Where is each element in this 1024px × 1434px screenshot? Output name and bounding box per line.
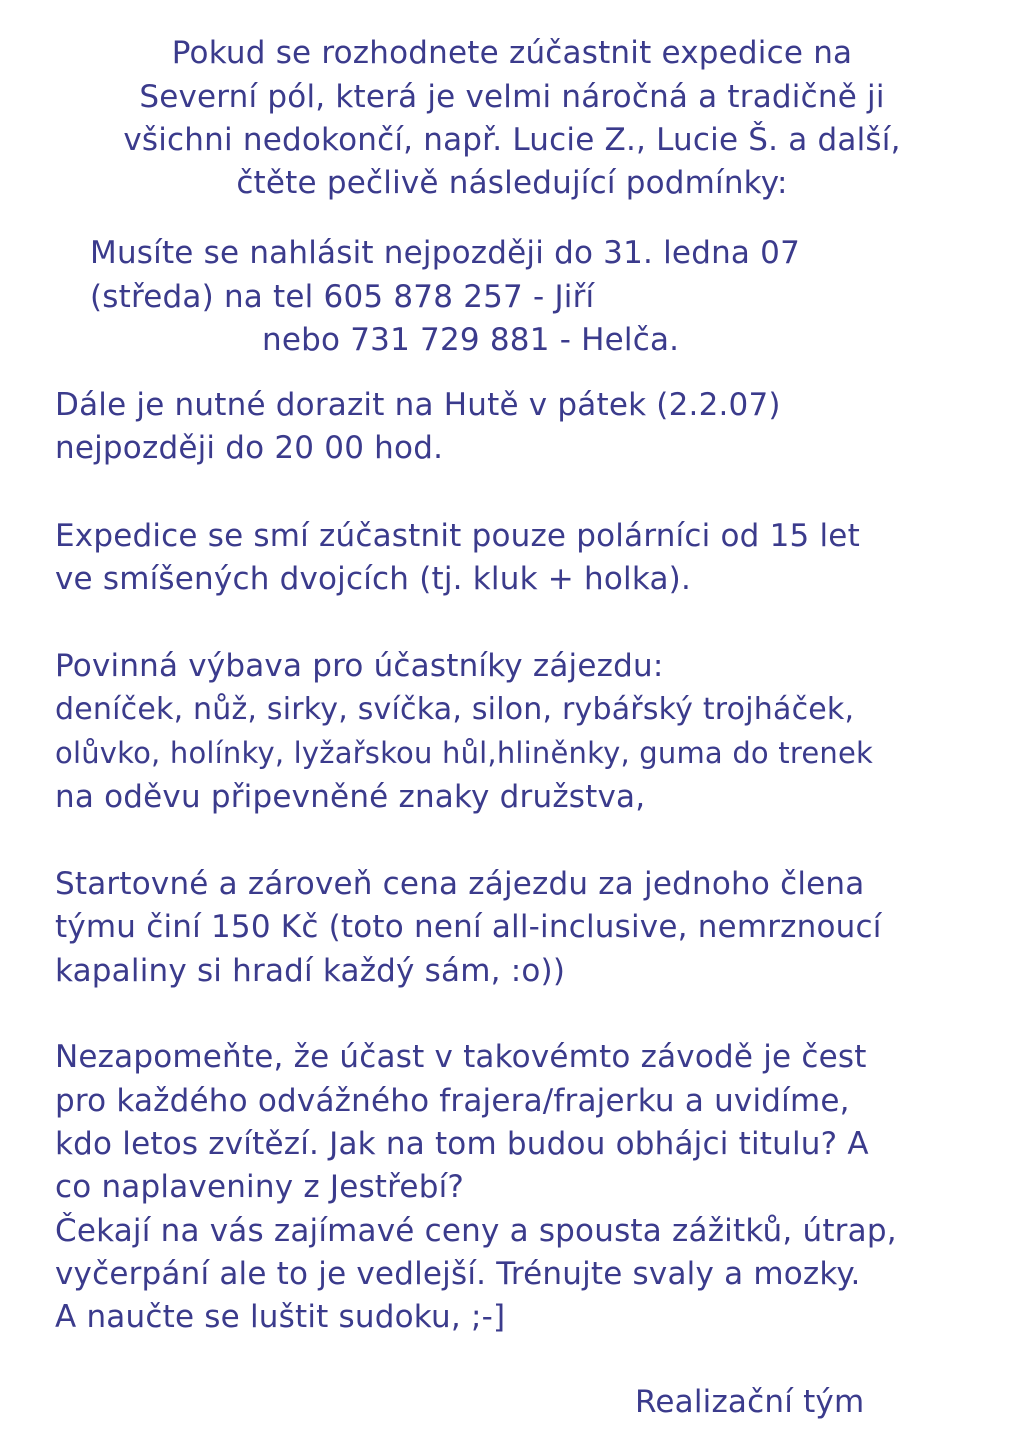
arrival-line-2: nejpozději do 20 00 hod.: [55, 430, 444, 466]
registration-line-2: (středa) na tel 605 878 257 - Jiří: [90, 279, 595, 315]
arrival-line-1: Dále je nutné dorazit na Hutě v pátek (2.2.07): [55, 387, 781, 423]
eligibility-line-2: ve smíšených dvojcích (tj. kluk + holka).: [55, 561, 691, 597]
registration-line-3: nebo 731 729 881 - Helča.: [262, 322, 680, 358]
equipment-line-4: na oděvu připevněné znaky družstva,: [55, 779, 646, 815]
fee-line-1: Startovné a zároveň cena zájezdu za jednoho člena: [55, 866, 865, 902]
eligibility-line-1: Expedice se smí zúčastnit pouze polárníci od 15 let: [55, 518, 860, 554]
registration-line-1: Musíte se nahlásit nejpozději do 31. ledna 07: [90, 235, 801, 271]
fee-line-3: kapaliny si hradí každý sám, :o)): [55, 953, 566, 989]
closing-line-2: pro každého odvážného frajera/frajerku a uvidíme,: [55, 1083, 850, 1119]
fee-line-2: týmu činí 150 Kč (toto není all-inclusive, nemrznoucí: [55, 909, 882, 945]
intro-line-3: všichni nedokončí, např. Lucie Z., Lucie Š. a další,: [123, 122, 901, 158]
signature: Realizační tým: [635, 1384, 865, 1420]
intro-line-1: Pokud se rozhodnete zúčastnit expedice na: [171, 35, 853, 71]
equipment-line-2: deníček, nůž, sirky, svíčka, silon, rybářský trojháček,: [55, 692, 855, 727]
intro-line-4: čtěte pečlivě následující podmínky:: [236, 165, 788, 201]
closing-line-7: A naučte se luštit sudoku, ;-]: [55, 1299, 506, 1335]
closing-line-1: Nezapomeňte, že účast v takovémto závodě je čest: [55, 1039, 867, 1075]
closing-line-5: Čekají na vás zajímavé ceny a spousta zážitků, útrap,: [55, 1213, 897, 1249]
closing-line-6: vyčerpání ale to je vedlejší. Trénujte svaly a mozky.: [55, 1256, 861, 1292]
intro-line-2: Severní pól, která je velmi náročná a tradičně ji: [139, 79, 885, 115]
closing-line-3: kdo letos zvítězí. Jak na tom budou obhájci titulu? A: [55, 1126, 869, 1162]
closing-line-4: co naplaveniny z Jestřebí?: [55, 1169, 465, 1205]
equipment-line-3: olůvko, holínky, lyžařskou hůl,hliněnky, guma do trenek: [55, 736, 874, 770]
equipment-line-1: Povinná výbava pro účastníky zájezdu:: [55, 648, 664, 684]
